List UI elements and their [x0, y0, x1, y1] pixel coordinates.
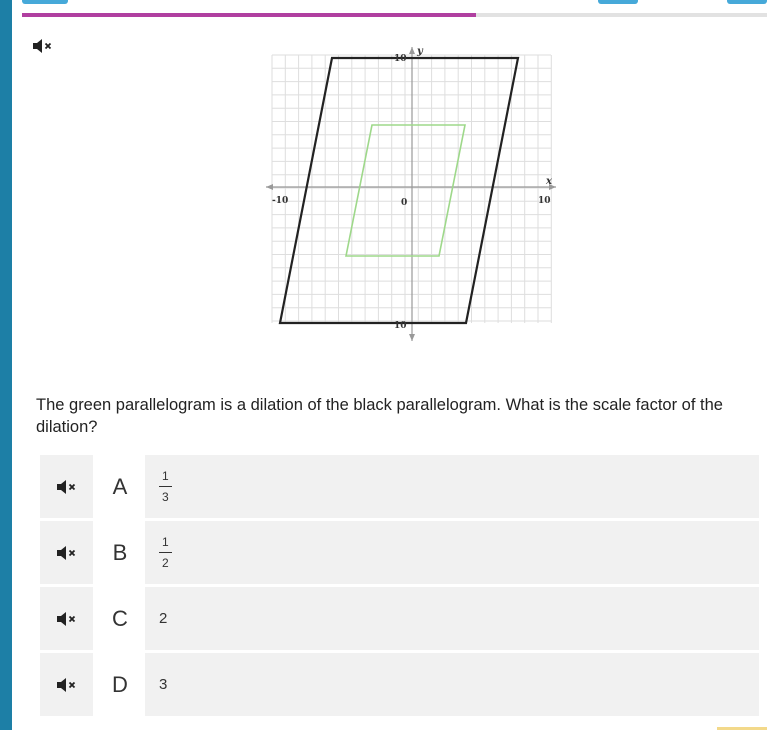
progress-bar — [22, 13, 767, 17]
fraction — [159, 469, 172, 504]
option-c-audio-button[interactable] — [40, 587, 95, 650]
tick-label-origin: 0 — [401, 198, 408, 208]
tick-label-x-neg: -10 — [272, 196, 289, 206]
option-value: 2 — [159, 610, 168, 627]
y-axis-label: y — [417, 46, 423, 57]
option-a-audio-button[interactable] — [40, 455, 95, 518]
top-tab-fragment-middle — [598, 0, 638, 4]
y-axis-arrow-up — [409, 47, 415, 54]
left-accent-stripe — [0, 0, 12, 730]
answer-option-b[interactable] — [40, 521, 759, 584]
option-letter: B — [95, 521, 145, 584]
x-axis-arrow-left — [266, 184, 273, 190]
progress-bar-fill — [22, 13, 476, 17]
option-d-audio-button[interactable] — [40, 653, 95, 716]
tick-label-y-neg: 10 — [394, 321, 407, 331]
option-value — [145, 455, 759, 518]
top-tab-fragment-left — [22, 0, 68, 4]
answer-option-a[interactable] — [40, 455, 759, 518]
question-audio-button[interactable] — [32, 37, 54, 55]
option-letter: A — [95, 455, 145, 518]
speaker-mute-icon — [56, 544, 78, 562]
fraction-numerator: 1 — [159, 469, 172, 487]
speaker-mute-icon — [56, 478, 78, 496]
option-value: 3 — [159, 676, 168, 693]
fraction-denominator: 2 — [162, 556, 169, 570]
speaker-mute-icon — [56, 676, 78, 694]
option-b-audio-button[interactable] — [40, 521, 95, 584]
answer-option-c[interactable] — [40, 587, 759, 650]
option-letter: C — [95, 587, 145, 650]
coordinate-plane-figure — [266, 45, 556, 345]
option-value — [145, 521, 759, 584]
speaker-mute-icon — [32, 37, 54, 55]
option-letter: D — [95, 653, 145, 716]
top-tab-fragment-right — [727, 0, 767, 4]
y-axis-arrow-down — [409, 334, 415, 341]
x-axis-label: x — [546, 176, 552, 187]
tick-label-y-pos: 10 — [394, 54, 407, 64]
speaker-mute-icon — [56, 610, 78, 628]
answer-options — [40, 455, 759, 719]
fraction — [159, 535, 172, 570]
fraction-denominator: 3 — [162, 490, 169, 504]
fraction-numerator: 1 — [159, 535, 172, 553]
question-text: The green parallelogram is a dilation of the black parallelogram. What is the scale factor of the dilation? — [36, 396, 723, 436]
black-parallelogram — [280, 58, 518, 323]
tick-label-x-pos: 10 — [538, 196, 551, 206]
answer-option-d[interactable] — [40, 653, 759, 716]
